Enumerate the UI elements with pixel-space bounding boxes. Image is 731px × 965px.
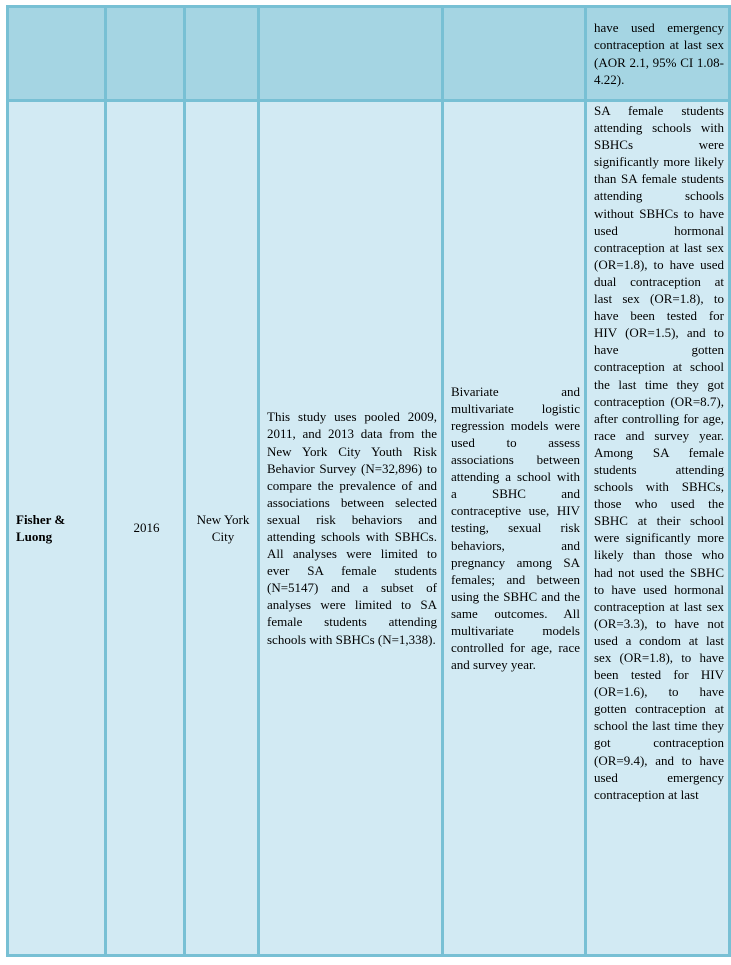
findings-cell: have used emergency contraception at last sex (AOR 2.1, 95% CI 1.08-4.22). — [586, 7, 730, 101]
location-cell: New York City — [185, 101, 259, 956]
year-cell: 2016 — [106, 101, 185, 956]
findings-cell — [586, 101, 730, 956]
description-cell: This study uses pooled 2009, 2011, and 2013 data from the New York City Youth Risk Behavior Survey (N=32,896) to compare the prevalence of and associations between selected sexual risk behaviors and attending schools with SBHCs. All analyses were limited to ever SA female students (N=5147) and a subset of analyses were limited to SA female students attending schools with SBHCs (N=1,338). — [259, 101, 443, 956]
methods-cell — [443, 7, 586, 101]
location-cell — [185, 7, 259, 101]
year-cell — [106, 7, 185, 101]
author-cell: Fisher & Luong — [8, 101, 106, 956]
methods-cell: Bivariate and multivariate logistic regression models were used to assess associations between attending a school with a SBHC and contraceptive use, HIV testing, sexual risk behaviors, and pregnancy among SA females; and between using the SBHC and the same outcomes. All multivariate models controlled for age, race and survey year. — [443, 101, 586, 956]
studies-table — [6, 5, 731, 957]
table-row — [8, 101, 730, 956]
findings-text: SA female students attending schools with SBHCs were significantly more likely than SA female students attending schools without SBHCs to have used hormonal contraception at last sex (OR=1.8), to have used dual contraception at last sex (OR=1.8), to have been tested for HIV (OR=1.5), and to have gotten contraception at school the last time they got contraception (OR=8.7), after controlling for age, race and survey year. Among SA female students attending schools with SBHCs, those who used the SBHC at their school were significantly more likely than those who had not used the SBHC to have used hormonal contraception at last sex (OR=3.3), to have not used a condom at last sex (OR=1.8), to have been tested for HIV (OR=1.6), to have gotten contraception at school the last time they got contraception (OR=9.4), and to have used emergency contraception at last — [594, 103, 724, 802]
author-cell — [8, 7, 106, 101]
table-row — [8, 7, 730, 101]
description-cell — [259, 7, 443, 101]
